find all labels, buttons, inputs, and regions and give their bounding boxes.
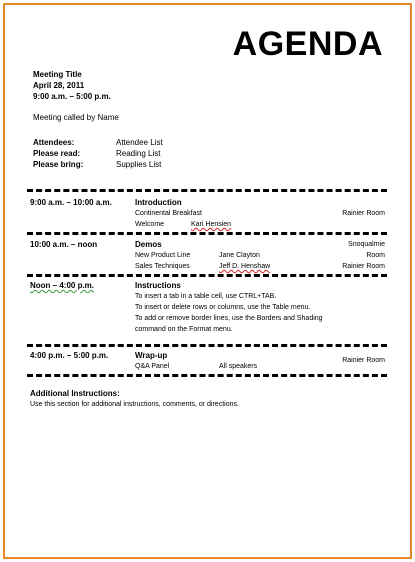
attendance-label: Please bring: — [33, 160, 84, 169]
item-presenter: Jane Clayton — [219, 252, 260, 259]
item-topic: Sales Techniques — [135, 263, 190, 270]
page-title: AGENDA — [232, 25, 383, 63]
section-items — [135, 250, 385, 272]
agenda-section-instructions — [30, 280, 385, 342]
item-room: Rainier Room — [342, 210, 385, 217]
section-divider — [27, 344, 387, 347]
agenda-item — [135, 361, 385, 372]
attendance-row — [33, 148, 233, 159]
item-topic: New Product Line — [135, 252, 191, 259]
agenda-item — [135, 208, 385, 219]
item-topic: Q&A Panel — [135, 363, 170, 370]
item-presenter: All speakers — [219, 363, 258, 370]
section-divider — [27, 232, 387, 235]
agenda-section-demos — [30, 239, 385, 273]
section-time: Noon – 4:00 p.m. — [30, 281, 95, 290]
section-divider — [27, 274, 387, 277]
attendance-label: Please read: — [33, 149, 81, 158]
instruction-line: To insert a tab in a table cell, use CTRL+TAB. — [135, 293, 277, 300]
item-topic: Welcome — [135, 221, 165, 228]
attendance-row — [33, 137, 233, 148]
section-divider — [27, 374, 387, 377]
attendance-list — [33, 137, 233, 170]
section-time: 10:00 a.m. – noon — [30, 240, 98, 249]
item-presenter: Kari Hensien — [191, 221, 232, 228]
attendance-value: Reading List — [116, 149, 161, 158]
additional-text: Use this section for additional instructions, comments, or directions. — [30, 401, 239, 408]
section-heading: Introduction — [135, 198, 182, 207]
additional-heading: Additional Instructions: — [30, 389, 120, 398]
meeting-called-by: Meeting called by Name — [33, 113, 119, 122]
section-heading: Instructions — [135, 281, 181, 290]
additional-instructions — [30, 388, 239, 410]
agenda-item — [135, 250, 385, 261]
instruction-line: To insert or delete rows or columns, use the Table menu. — [135, 304, 311, 311]
section-items — [135, 208, 385, 230]
section-room: Rainier Room — [342, 357, 385, 364]
item-room: Rainier Room — [342, 263, 385, 270]
attendance-row — [33, 159, 233, 170]
section-divider — [27, 189, 387, 192]
meeting-date: April 28, 2011 — [33, 81, 85, 90]
item-room: Room — [366, 252, 385, 259]
item-topic: Continental Breakfast — [135, 210, 202, 217]
section-heading: Demos — [135, 240, 162, 249]
section-time: 4:00 p.m. – 5:00 p.m. — [30, 351, 109, 360]
section-heading: Wrap-up — [135, 351, 168, 360]
meeting-time: 9:00 a.m. – 5:00 p.m. — [33, 92, 111, 101]
agenda-item — [135, 219, 385, 230]
section-time: 9:00 a.m. – 10:00 a.m. — [30, 198, 112, 207]
attendance-value: Attendee List — [116, 138, 163, 147]
section-room: Snoqualmie — [348, 241, 385, 248]
section-items — [135, 361, 385, 372]
item-presenter: Jeff D. Henshaw — [219, 263, 271, 270]
agenda-item — [135, 261, 385, 272]
agenda-section-introduction — [30, 197, 385, 231]
meeting-info — [33, 69, 111, 102]
attendance-value: Supplies List — [116, 160, 162, 169]
section-instructions — [135, 291, 325, 335]
attendance-label: Attendees: — [33, 138, 75, 147]
agenda-section-wrap-up — [30, 350, 385, 374]
instruction-line: To add or remove border lines, use the Borders and Shading command on the Format menu. — [135, 315, 323, 333]
meeting-title: Meeting Title — [33, 70, 82, 79]
